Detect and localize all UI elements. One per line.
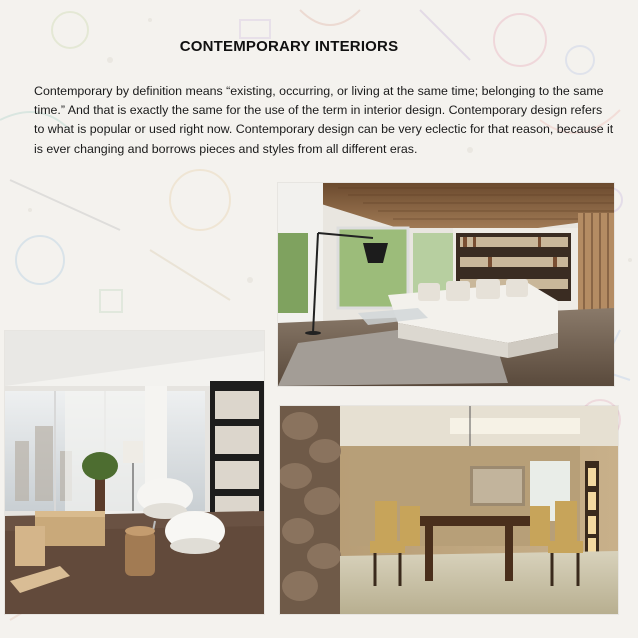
page-title bbox=[0, 38, 638, 55]
apartment-lounge-photo bbox=[5, 331, 264, 614]
dining-room-photo bbox=[280, 406, 618, 614]
page-title-text: CONTEMPORARY INTERIORS bbox=[179, 38, 399, 55]
intro-paragraph: Contemporary by definition means “existing, occurring, or living at the same time; belonging to the same time.” And that is exactly the same for the use of the term in interior design. Contemporary design refers to what is popular or used right now. Contemporary design can be very eclectic for that reason, because it is ever changing and borrows pieces and styles from all different eras. bbox=[34, 84, 614, 156]
living-room-photo bbox=[278, 183, 614, 386]
